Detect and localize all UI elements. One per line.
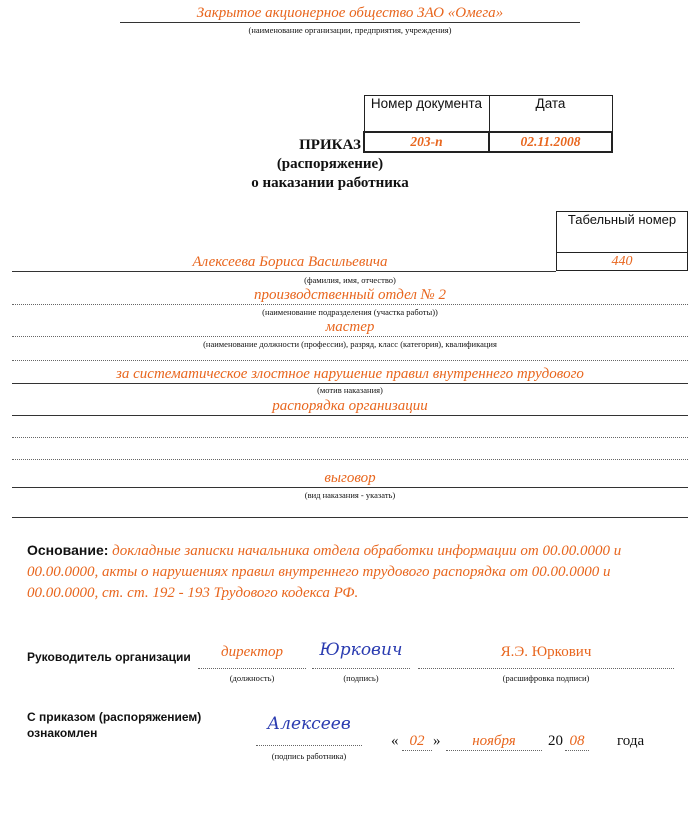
head-signature: Юркович bbox=[319, 640, 403, 660]
head-label: Руководитель организации bbox=[27, 650, 191, 664]
blank-line-2 bbox=[12, 437, 688, 438]
employee-signature-line bbox=[256, 745, 362, 746]
blank-line-4 bbox=[12, 517, 688, 518]
basis-text-3: 00.00.0000, ст. ст. 192 - 193 Трудового кодекса РФ. bbox=[27, 585, 359, 601]
day-line bbox=[402, 750, 432, 751]
document-date-header: Дата bbox=[489, 96, 612, 132]
employee-name-caption: (фамилия, имя, отчество) bbox=[304, 275, 396, 285]
head-signature-caption: (подпись) bbox=[343, 673, 379, 683]
year-word: года bbox=[617, 733, 645, 749]
motive-line-2-rule bbox=[12, 415, 688, 416]
penalty-type: выговор bbox=[324, 470, 376, 486]
organization-name: Закрытое акционерное общество ЗАО «Омега» bbox=[196, 5, 504, 21]
penalty-line bbox=[12, 487, 688, 488]
position-line bbox=[12, 336, 688, 337]
basis-block bbox=[27, 540, 687, 604]
department-name: производственный отдел № 2 bbox=[253, 287, 447, 303]
motive-caption: (мотив наказания) bbox=[317, 385, 383, 395]
document-number-value: 203-п bbox=[364, 132, 489, 152]
blank-line-1 bbox=[12, 360, 688, 361]
document-date-value: 02.11.2008 bbox=[489, 132, 612, 152]
organization-caption: (наименование организации, предприятия, учреждения) bbox=[248, 25, 452, 35]
order-subtitle: (распоряжение) bbox=[276, 156, 384, 172]
acquaint-month: ноября bbox=[472, 733, 516, 749]
basis-text-1: докладные записки начальника отдела обработки информации от 00.00.0000 и bbox=[112, 543, 622, 559]
department-line bbox=[12, 304, 688, 305]
order-title: ПРИКАЗ bbox=[299, 137, 361, 153]
document-number-header: Номер документа bbox=[364, 96, 489, 132]
basis-label: Основание: bbox=[27, 542, 109, 558]
head-position: директор bbox=[221, 644, 283, 660]
organization-underline bbox=[120, 22, 580, 23]
employee-name-line bbox=[12, 271, 556, 272]
year-line bbox=[565, 750, 589, 751]
personnel-number-value: 440 bbox=[557, 253, 688, 271]
head-name-line bbox=[418, 668, 674, 669]
quote-close: » bbox=[433, 733, 441, 749]
year-prefix: 20 bbox=[548, 733, 563, 749]
blank-line-3 bbox=[12, 459, 688, 460]
head-signature-line bbox=[312, 668, 410, 669]
penalty-caption: (вид наказания - указать) bbox=[304, 490, 396, 500]
acquaint-year: 08 bbox=[569, 733, 585, 749]
head-position-caption: (должность) bbox=[229, 673, 275, 683]
department-caption: (наименование подразделения (участка работы)) bbox=[262, 307, 438, 317]
motive-line-2: распорядка организации bbox=[272, 398, 428, 414]
head-name: Я.Э. Юркович bbox=[500, 644, 592, 660]
position-name: мастер bbox=[325, 319, 375, 335]
motive-line-1: за систематическое злостное нарушение правил внутреннего трудового bbox=[116, 366, 584, 382]
acquaint-label-1: С приказом (распоряжением) bbox=[27, 710, 202, 724]
head-position-line bbox=[198, 668, 306, 669]
personnel-number-table bbox=[556, 211, 688, 271]
month-line bbox=[446, 750, 542, 751]
personnel-number-header: Табельный номер bbox=[557, 212, 688, 253]
position-caption: (наименование должности (профессии), разряд, класс (категория), квалификация bbox=[203, 339, 497, 349]
acquaint-label-2: ознакомлен bbox=[27, 726, 98, 740]
employee-signature: Алексеев bbox=[267, 714, 351, 734]
employee-name: Алексеева Бориса Васильевича bbox=[192, 254, 388, 270]
quote-open: « bbox=[391, 733, 399, 749]
motive-line-1-rule bbox=[12, 383, 688, 384]
employee-signature-caption: (подпись работника) bbox=[271, 751, 347, 761]
head-name-caption: (расшифровка подписи) bbox=[502, 673, 590, 683]
basis-text-2: 00.00.0000, акты о нарушениях правил внутреннего трудового распорядка от 00.00.0000 и bbox=[27, 564, 611, 580]
order-topic: о наказании работника bbox=[251, 175, 409, 191]
acquaint-day: 02 bbox=[409, 733, 425, 749]
